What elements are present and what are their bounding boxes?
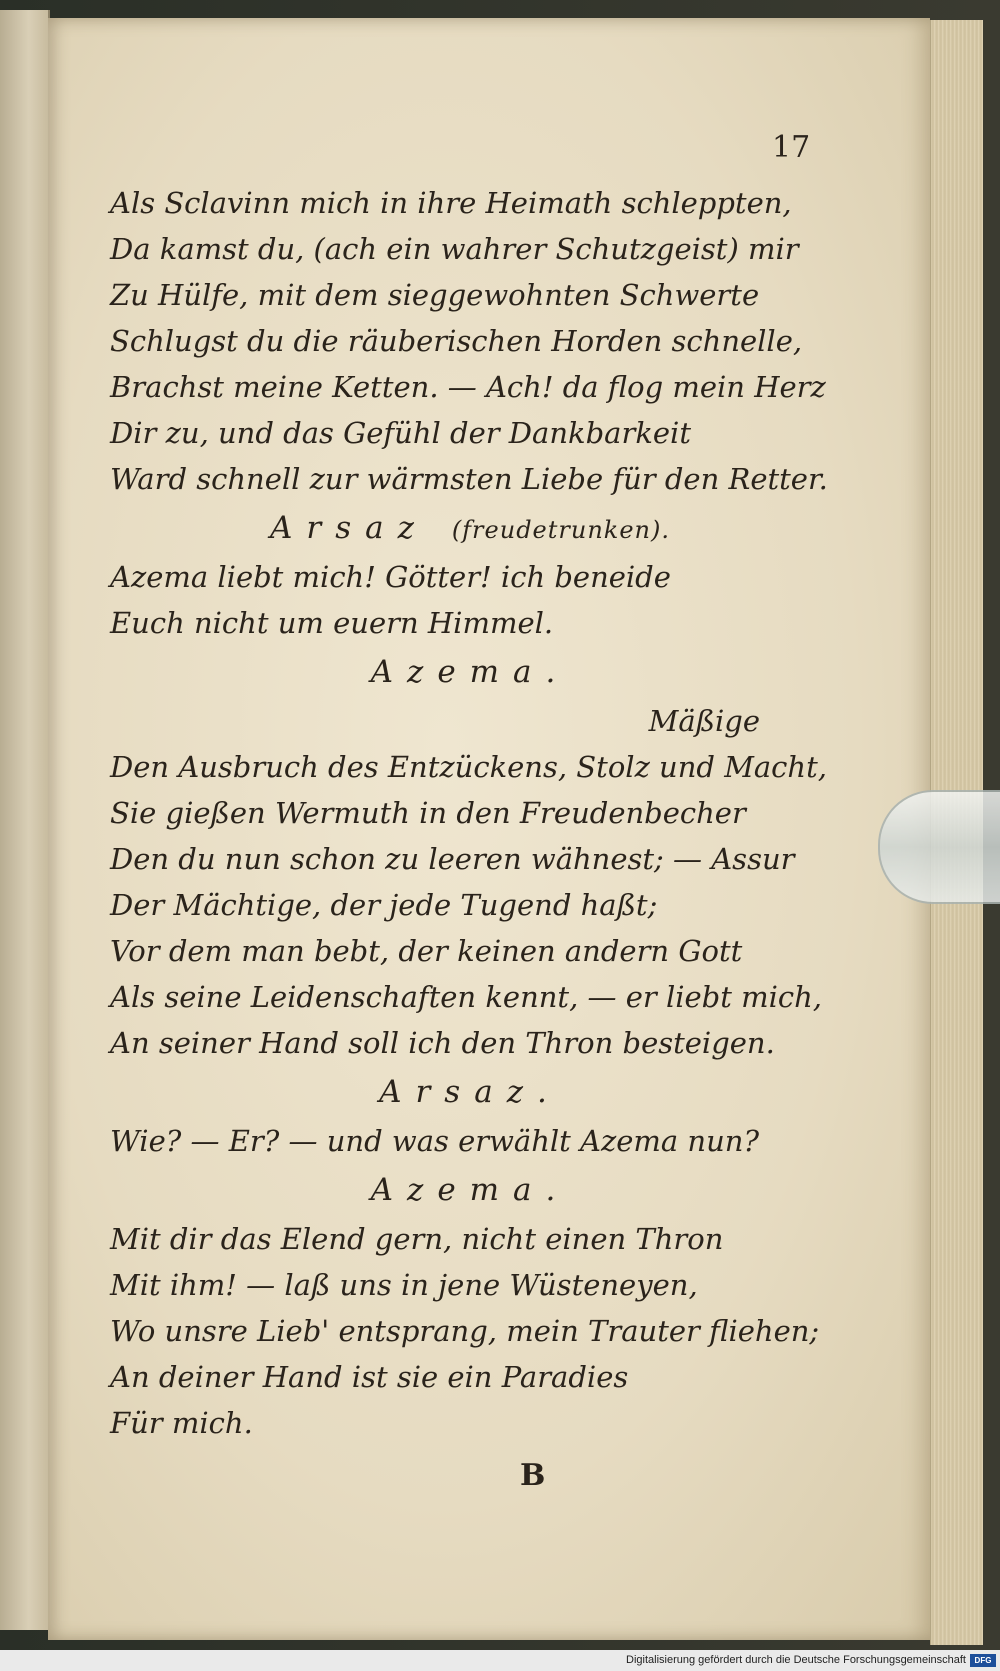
speaker-heading bbox=[110, 502, 830, 554]
page-number: 17 bbox=[772, 130, 811, 165]
verse-line: Zu Hülfe, mit dem sieggewohnten Schwerte bbox=[110, 278, 760, 312]
speaker-name: Arsaz bbox=[270, 510, 428, 546]
verse-line: Mit dir das Elend gern, nicht einen Thron bbox=[110, 1222, 724, 1256]
verse-line: Euch nicht um euern Himmel. bbox=[110, 606, 554, 640]
speaker-heading bbox=[110, 1066, 830, 1118]
catchword: B bbox=[520, 1458, 546, 1493]
verse-text bbox=[110, 180, 830, 1446]
verse-line: Wie? — Er? — und was erwählt Azema nun? bbox=[110, 1124, 760, 1158]
dfg-logo-icon: DFG bbox=[970, 1654, 996, 1667]
verse-line: Als Sclavinn mich in ihre Heimath schleppten, bbox=[110, 186, 792, 220]
speaker-heading bbox=[110, 1164, 830, 1216]
verse-line: Wo unsre Lieb' entsprang, mein Trauter fliehen; bbox=[110, 1314, 820, 1348]
verse-line: Mit ihm! — laß uns in jene Wüsteneyen, bbox=[110, 1268, 698, 1302]
verse-line: Dir zu, und das Gefühl der Dankbarkeit bbox=[110, 416, 691, 450]
footer-credit: Digitalisierung gefördert durch die Deutsche Forschungsgemeinschaft bbox=[626, 1654, 966, 1666]
verse-line: Sie gießen Wermuth in den Freudenbecher bbox=[110, 796, 746, 830]
verse-line: Azema liebt mich! Götter! ich beneide bbox=[110, 560, 671, 594]
verse-line: Schlugst du die räuberischen Horden schnelle, bbox=[110, 324, 803, 358]
verse-line: Den du nun schon zu leeren wähnest; — Assur bbox=[110, 842, 795, 876]
verse-line-indented: Mäßige bbox=[648, 704, 760, 738]
verse-line: Da kamst du, (ach ein wahrer Schutzgeist) mir bbox=[110, 232, 799, 266]
verse-line: An seiner Hand soll ich den Thron besteigen. bbox=[110, 1026, 775, 1060]
verse-line: Für mich. bbox=[110, 1406, 253, 1440]
verse-line: Ward schnell zur wärmsten Liebe für den Retter. bbox=[110, 462, 828, 496]
verse-line: Den Ausbruch des Entzückens, Stolz und Macht, bbox=[110, 750, 827, 784]
digitization-footer bbox=[0, 1650, 1000, 1671]
verse-line: Der Mächtige, der jede Tugend haßt; bbox=[110, 888, 658, 922]
speaker-name: Azema. bbox=[370, 1172, 570, 1208]
verse-line: Als seine Leidenschaften kennt, — er liebt mich, bbox=[110, 980, 823, 1014]
verse-line: Vor dem man bebt, der keinen andern Gott bbox=[110, 934, 743, 968]
speaker-heading bbox=[110, 646, 830, 698]
speaker-name: Azema. bbox=[370, 654, 570, 690]
stage-direction: (freudetrunken). bbox=[451, 516, 670, 544]
speaker-name: Arsaz. bbox=[379, 1074, 561, 1110]
left-page-edge bbox=[0, 10, 50, 1630]
verse-line: Brachst meine Ketten. — Ach! da flog mein Herz bbox=[110, 370, 826, 404]
book-clip bbox=[878, 790, 1000, 904]
verse-line: An deiner Hand ist sie ein Paradies bbox=[110, 1360, 629, 1394]
